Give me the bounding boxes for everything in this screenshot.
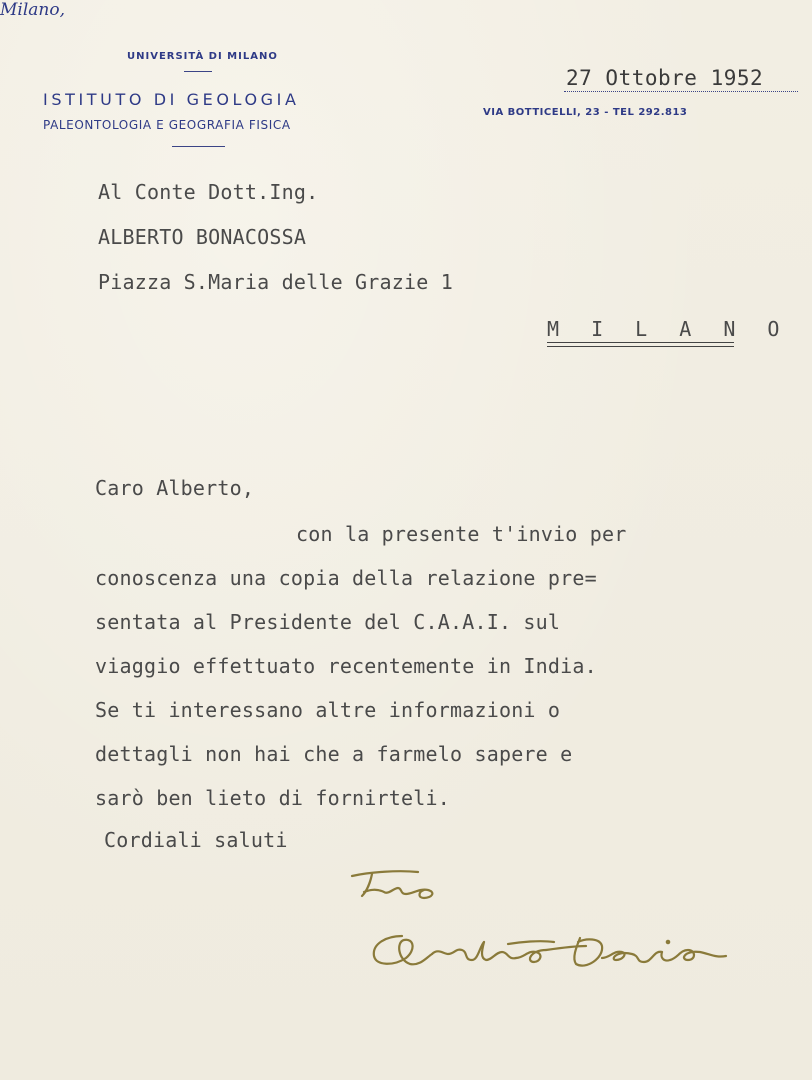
closing: Cordiali saluti bbox=[104, 828, 288, 852]
recipient-title: Al Conte Dott.Ing. bbox=[98, 180, 319, 204]
salutation: Caro Alberto, bbox=[95, 476, 255, 500]
handwritten-signature bbox=[340, 862, 740, 982]
body-line-4: viaggio effettuato recentemente in India. bbox=[95, 654, 597, 678]
recipient-street: Piazza S.Maria delle Grazie 1 bbox=[98, 270, 453, 294]
body-line-3: sentata al Presidente del C.A.A.I. sul bbox=[95, 610, 561, 634]
body-line-6: dettagli non hai che a farmelo sapere e bbox=[95, 742, 573, 766]
body-line-7: sarò ben lieto di fornirteli. bbox=[95, 786, 450, 810]
body-line-5: Se ti interessano altre informazioni o bbox=[95, 698, 561, 722]
city-double-underline bbox=[547, 342, 734, 347]
department-name: PALEONTOLOGIA E GEOGRAFIA FISICA bbox=[43, 118, 291, 132]
letter-city: Milano, bbox=[0, 0, 66, 20]
body-line-1: con la presente t'invio per bbox=[296, 522, 627, 546]
body-line-2: conoscenza una copia della relazione pre= bbox=[95, 566, 597, 590]
recipient-city: M I L A N O bbox=[547, 317, 790, 341]
letterhead-rule-bottom bbox=[172, 146, 225, 147]
recipient-name: ALBERTO BONACOSSA bbox=[98, 225, 307, 249]
letterhead-rule-top bbox=[184, 71, 212, 72]
date-dotted-line bbox=[564, 91, 798, 92]
university-name: UNIVERSITÀ DI MILANO bbox=[127, 51, 278, 62]
letter-date: 27 Ottobre 1952 bbox=[566, 66, 764, 90]
institute-address: VIA BOTTICELLI, 23 - TEL 292.813 bbox=[483, 107, 688, 118]
institute-name: ISTITUTO DI GEOLOGIA bbox=[43, 90, 300, 109]
